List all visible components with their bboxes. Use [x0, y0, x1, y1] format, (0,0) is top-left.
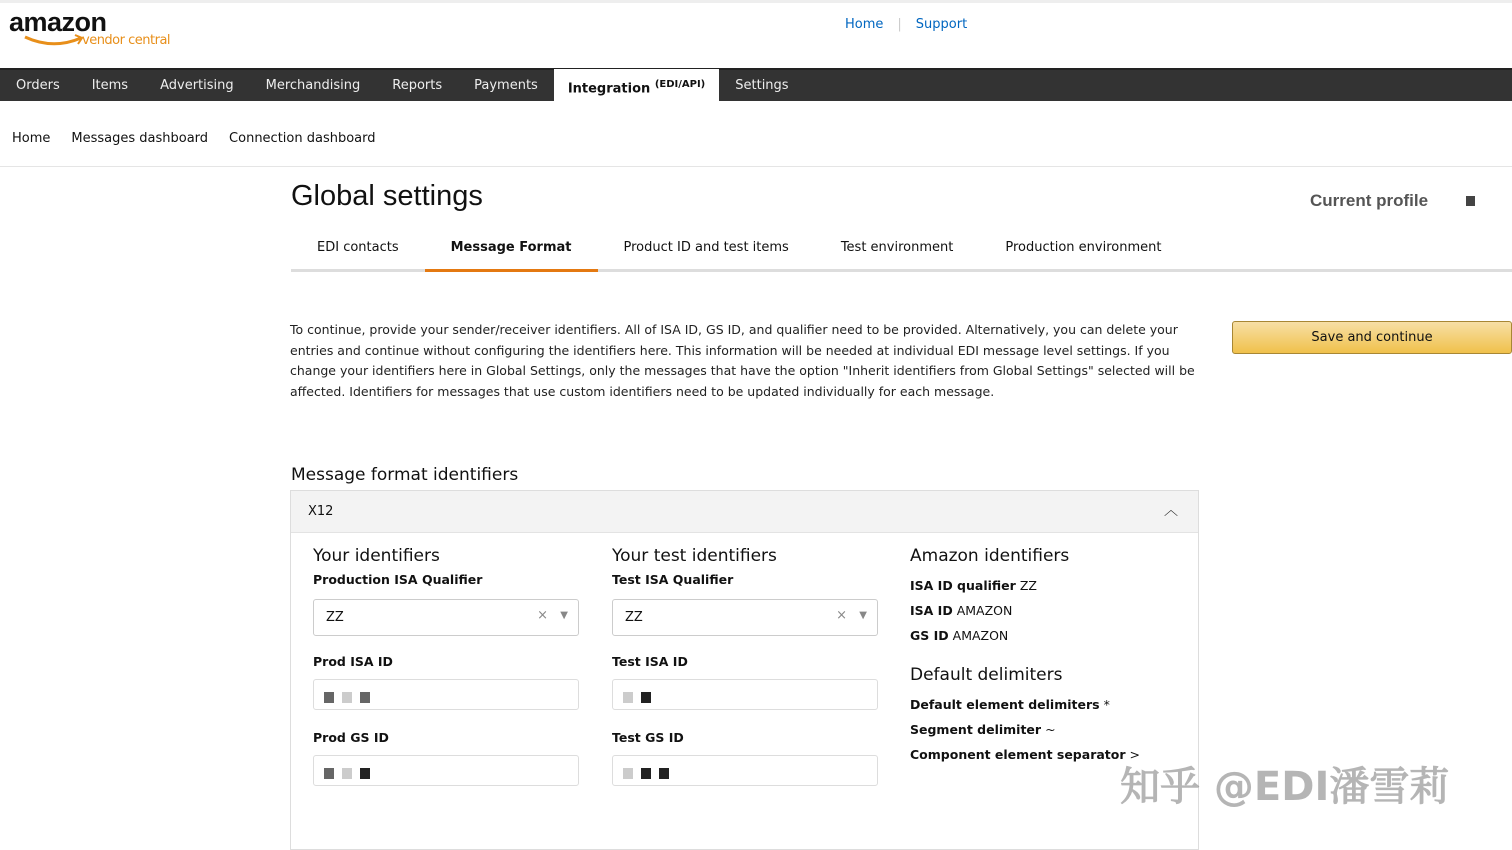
tab-message-format[interactable]: Message Format: [425, 236, 598, 272]
tab-test-environment[interactable]: Test environment: [840, 240, 954, 255]
element-delimiter: Default element delimiters *: [910, 697, 1110, 712]
tab-production-environment[interactable]: Production environment: [1005, 240, 1162, 255]
your-identifiers: [313, 546, 579, 806]
subnav-connection-dashboard[interactable]: Connection dashboard: [229, 131, 376, 146]
description: To continue, provide your sender/receiver identifiers. All of ISA ID, GS ID, and qualifier need to be provided. Alternatively, you can delete your entries and continue without configuring the identifiers here. This information will be needed at individual EDI message level settings. If you change your identifiers here in Global Settings, only the messages that have the option "Inherit identifiers from Global Settings" selected will be affected. Identifiers for messages that use custom identifiers need to be updated individually for each message.: [290, 322, 1195, 399]
nav-reports[interactable]: Reports: [392, 78, 443, 93]
tab-edi-contacts[interactable]: EDI contacts: [317, 240, 399, 255]
panel-header[interactable]: [291, 491, 1198, 533]
nav-settings[interactable]: Settings: [735, 78, 789, 93]
segment-delimiter: Segment delimiter ~: [910, 722, 1056, 737]
amazon-isa-id: ISA ID AMAZON: [910, 603, 1013, 618]
divider: |: [897, 17, 902, 32]
logo-text: amazon: [9, 7, 107, 37]
section-title: Message format identifiers: [291, 465, 519, 485]
divider: [0, 166, 1512, 167]
settings-tabs: [291, 236, 1512, 272]
nav-payments[interactable]: Payments: [474, 78, 538, 93]
smile-arrow-icon: [23, 34, 85, 48]
x12-panel: [290, 490, 1199, 850]
nav-advertising[interactable]: Advertising: [160, 78, 234, 93]
nav-sup: (EDI/API): [654, 79, 706, 90]
support-link[interactable]: Support: [915, 17, 968, 32]
test-isa-qualifier-select[interactable]: [612, 599, 878, 636]
prod-gs-id-input[interactable]: [313, 755, 579, 786]
header: [0, 0, 1512, 68]
production-isa-qualifier-select[interactable]: [313, 599, 579, 636]
tab-product-id[interactable]: Product ID and test items: [623, 240, 789, 255]
field-label: Prod GS ID: [313, 730, 389, 745]
amazon-identifiers: [910, 546, 1140, 772]
dropdown-arrow-icon[interactable]: ▼: [859, 610, 867, 621]
your-test-identifiers: [612, 546, 878, 806]
profile-label: Current profile: [1310, 191, 1429, 210]
field-label: Production ISA Qualifier: [313, 572, 483, 587]
home-link[interactable]: Home: [845, 17, 884, 32]
nav-integration[interactable]: [554, 69, 719, 103]
select-value: ZZ: [625, 610, 643, 625]
save-and-continue-button[interactable]: Save and continue: [1232, 321, 1512, 354]
amazon-gs-id: GS ID AMAZON: [910, 628, 1009, 643]
column-heading: Your test identifiers: [612, 546, 777, 566]
field-label: Test GS ID: [612, 730, 684, 745]
logo-subtext: vendor central: [82, 33, 171, 48]
panel-title: X12: [308, 504, 334, 519]
watermark: 知乎 @EDI潘雪莉: [1120, 764, 1450, 810]
current-profile[interactable]: [1310, 191, 1475, 211]
field-label: Test ISA ID: [612, 654, 688, 669]
dropdown-arrow-icon[interactable]: ▼: [560, 610, 568, 621]
nav-orders[interactable]: Orders: [16, 78, 60, 93]
prod-isa-id-input[interactable]: [313, 679, 579, 710]
subnav-messages-dashboard[interactable]: Messages dashboard: [71, 131, 209, 146]
nav-merchandising[interactable]: Merchandising: [265, 78, 361, 93]
main-nav: [0, 68, 1512, 101]
clear-icon[interactable]: ×: [537, 608, 548, 623]
select-value: ZZ: [326, 610, 344, 625]
field-label: Prod ISA ID: [313, 654, 393, 669]
subnav-home[interactable]: Home: [12, 131, 51, 146]
test-isa-id-input[interactable]: [612, 679, 878, 710]
test-gs-id-input[interactable]: [612, 755, 878, 786]
column-heading: Your identifiers: [313, 546, 440, 566]
nav-items[interactable]: Items: [91, 78, 129, 93]
clear-icon[interactable]: ×: [836, 608, 847, 623]
nav-label: Integration: [567, 81, 651, 97]
field-label: Test ISA Qualifier: [612, 572, 734, 587]
component-separator: Component element separator >: [910, 747, 1140, 762]
delimiters-heading: Default delimiters: [910, 665, 1063, 685]
amazon-isa-qualifier: ISA ID qualifier ZZ: [910, 578, 1037, 593]
column-heading: Amazon identifiers: [910, 546, 1070, 566]
page-title: Global settings: [291, 180, 483, 212]
chevron-up-icon[interactable]: ︿: [1164, 503, 1178, 519]
redacted-block: [1466, 196, 1475, 206]
amazon-vendor-central-logo[interactable]: [9, 7, 171, 48]
sub-nav: [12, 131, 376, 146]
